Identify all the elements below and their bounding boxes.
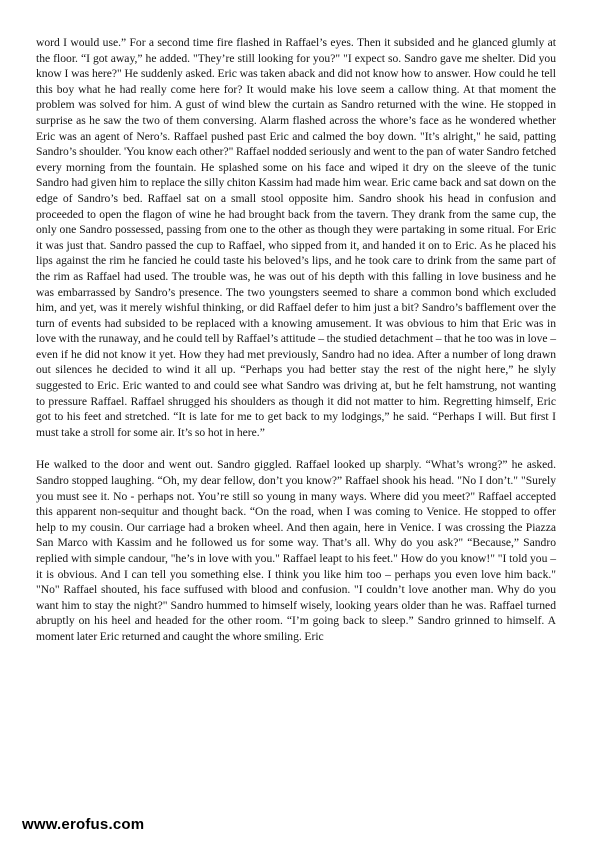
paragraph-2: He walked to the door and went out. Sandro giggled. Raffael looked up sharply. “What’s wrong?” he asked. Sandro stopped laughing. “Oh, my dear fellow, don’t you know?” Raffael shook his head. "No I don’t." "Surely you must see it. No - perhaps not. You’re still so young in many ways. Where did you meet?" Raffael accepted this apparent non-sequitur and thought back. “On the road, when I was coming to Venice. He stopped to offer help to my cousin. Our carriage had a broken wheel. And then again, here in Venice. I was crossing the Piazza San Marco with Kassim and he followed us for some way. That’s all. Why do you ask?" “Because,” Sandro replied with simple candour, "he’s in love with you." Raffael leapt to his feet." How do you know!" "I told you – it is obvious. And I can tell you something else. I think you like him too – perhaps you even love him back." "No" Raffael shouted, his face suffused with blood and confusion. "I couldn’t love another man. Why do you want him to stay the night?" Sandro hummed to himself wisely, looking years older than he was. Raffael turned abruptly on his heel and headed for the other room. “I’m going back to sleep.” Sandro grinned to himself. A moment later Eric returned and caught the whore smiling. Eric [36,458,556,643]
site-watermark: www.erofus.com [22,816,145,833]
document-page [36,35,556,645]
paragraph-1: word I would use.” For a second time fire flashed in Raffael’s eyes. Then it subsided and he glanced glumly at the floor. “I got away,” he added. "They’re still looking for you?" "I expect so. Sandro gave me shelter. Did you know I was here?" He suddenly asked. Eric was taken aback and did not know how to answer. How could he tell this boy what he had really come here for? It would make his love seem a callow thing. At that moment the problem was solved for him. A gust of wind blew the curtain as Sandro returned with the wine. He stopped in surprise as he saw the two of them conversing. Alarm flashed across the whore’s face as he wondered whether Eric was an agent of Nero’s. Raffael pushed past Eric and calmed the boy down. "It’s alright," he said, patting Sandro’s shoulder. 'You know each other?" Raffael nodded seriously and went to the pan of water Sandro fetched every morning from the fountain. He splashed some on his face and wiped it dry on the sleeve of the tunic Sandro had given him to replace the silly chiton Kassim had made him wear. Eric came back and sat down on the edge of Sandro’s bed. Raffael sat on a small stool opposite him. Sandro shook his head in confusion and proceeded to open the flagon of wine he had brought back from the tavern. They drank from the same cup, the only one Sandro possessed, passing from one to the other as though they were partaking in some ritual. For Eric it was just that. Sandro passed the cup to Raffael, who sipped from it, and handed it on to Eric. As he placed his lips against the rim he fancied he could taste his beloved’s lips, and he took care to drink from the same part of the rim as Raffael had used. The trouble was, he was out of his depth with this falling in love business and he was embarrassed by Sandro’s presence. The two youngsters seemed to share a common bond which excluded him, and yet, was it merely wishful thinking, or did Raffael defer to him just a bit? Sandro’s bafflement over the turn of events had subsided to be replaced with a knowing amusement. It was obvious to him that Eric was in love with the runaway, and he could tell by Raffael’s attitude – the studied detachment – that he too was in love – even if he did not know it yet. How they had met previously, Sandro had no idea. After a number of long drawn out silences he decided to wind it all up. “Perhaps you had better stay the rest of the night here,” he slyly suggested to Eric. Eric wanted to and could see what Sandro was driving at, but he felt hamstrung, not wanting to pressure Raffael. Raffael shrugged his shoulders as though it did not matter to him. Regretting himself, Eric got to his feet and stretched. “It is late for me to get back to my lodgings,” he said. “Perhaps I will. But first I must take a stroll for some air. It’s so hot in here.” [36,36,556,439]
